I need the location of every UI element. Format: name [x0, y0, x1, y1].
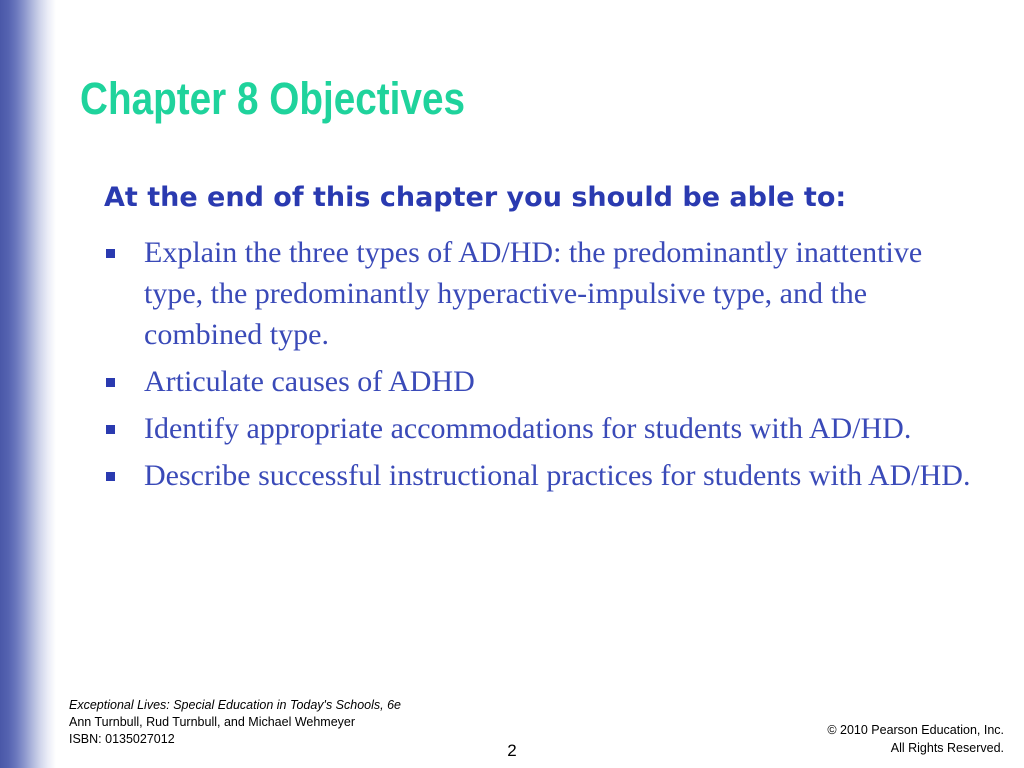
objective-text: Articulate causes of ADHD [144, 365, 475, 398]
objective-item [104, 408, 984, 449]
objective-item [104, 232, 984, 355]
side-gradient-bar [0, 0, 56, 768]
square-bullet-icon [106, 249, 115, 258]
page-number: 2 [507, 741, 517, 760]
footer-citation [69, 697, 401, 748]
rights-line: All Rights Reserved. [890, 741, 1004, 755]
footer-copyright [827, 721, 1004, 757]
square-bullet-icon [106, 378, 115, 387]
objective-item [104, 455, 984, 496]
footer-isbn: ISBN: 0135027012 [69, 732, 175, 746]
objective-text: Identify appropriate accommodations for students with AD/HD. [144, 412, 912, 445]
footer-book-title: Exceptional Lives: Special Education in Today's Schools, 6e [69, 698, 401, 712]
square-bullet-icon [106, 425, 115, 434]
copyright-line: © 2010 Pearson Education, Inc. [827, 723, 1004, 737]
objectives-intro: At the end of this chapter you should be able to: [104, 182, 847, 213]
objective-text: Explain the three types of AD/HD: the predominantly inattentive type, the predominantly hyperactive-impulsive type, and the combined type. [144, 236, 923, 351]
footer-authors: Ann Turnbull, Rud Turnbull, and Michael Wehmeyer [69, 715, 356, 729]
slide-title: Chapter 8 Objectives [80, 73, 465, 124]
objective-item [104, 361, 984, 402]
objective-text: Describe successful instructional practices for students with AD/HD. [144, 459, 971, 492]
objectives-list [104, 232, 984, 502]
square-bullet-icon [106, 472, 115, 481]
